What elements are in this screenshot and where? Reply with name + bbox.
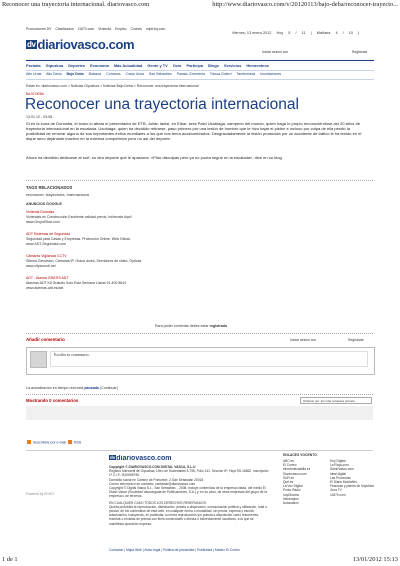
subnav-item[interactable]: Costa Urola: [125, 72, 144, 76]
footer-legal-line: Correo electrónico de contacto: contactar@diariovasco.com: [109, 481, 196, 486]
nav-item[interactable]: Deportes: [68, 63, 86, 68]
top-link[interactable]: Vivienda: [98, 27, 112, 31]
footer-legal-line: Registro Mercantil de Gipuzkoa, Libro de Sociedades 5.796, Folio 141, Sección 8ª, Hoja SS-16652, Inscripción 1ª C.I.F.: B20698798: [109, 469, 269, 478]
tags-list[interactable]: reconocer, trayectoria, internacional: [26, 192, 90, 197]
nav-item[interactable]: Gipuzkoa: [45, 63, 64, 68]
subnav-item[interactable]: Alto Urola: [26, 72, 42, 76]
footer-logo-name: diariovasco.com: [116, 455, 172, 462]
enlace-link[interactable]: Punto Radio: [283, 488, 301, 493]
subnav-item[interactable]: Inundaciones: [260, 72, 282, 76]
section-divider: [26, 180, 373, 181]
nav-item[interactable]: Servicios: [223, 63, 242, 68]
footer-links[interactable]: Contactar | Mapa Web | Aviso legal | Política de privacidad | Publicidad | Master El Correo: [109, 548, 240, 552]
ad-url[interactable]: www.cityscundi.net: [26, 263, 56, 268]
article-paragraph: Si en la zona de Donostia, el txoko lo atraía el presentador de ETB, Julián Iantzi, en Eibar, será Patxi Usobiaga, campeón del mundo, quien haga lo propio reconociéndose así 20 años de trayectoria internacional en la escalada. Usobiaga, quien ha decidido retirarse, paso primero por una lesión de hombro que le hizo bajar el pistón e incluso por culpa de ella perdió la posibilidad de renovar alguno de sus importantes éxitos mundiales a los que nos tenía acostumbrados. Desgraciadamente la lesión producida por un accidente de tráfico le ha tenido en el dique seco dejándole inactivo en la máxima competición pero no así del deporte.: [26, 121, 362, 141]
nav-item[interactable]: Hemeroteca: [246, 63, 269, 68]
enlace-link[interactable]: Qué.es: [283, 480, 294, 485]
top-link[interactable]: Coches: [130, 27, 142, 31]
enlace-link[interactable]: El Correo: [283, 463, 297, 468]
print-page-url: http://www.diariovasco.com/v/20120113/bajo-deba/reconocer-trayecto...: [212, 1, 398, 8]
avatar: [30, 351, 47, 368]
top-link[interactable]: 11870.com: [77, 27, 95, 31]
comments-divider: [26, 333, 373, 334]
comment-note-text: Para poder comentar debes estar: [155, 324, 209, 328]
ad-headline[interactable]: Cámaras Vigilancia CCTV: [26, 254, 67, 258]
footer-legal-line: Copyright © Digital Vasca S.L., San Sebastián. , 2008. Incluye contenidos de la empresa citada, del medio El Diario Vasco (Sociedad Vascongada de Publicaciones, S.A.) y, en su caso, de otras empresas del grupo de la empresa o de terceros.: [109, 486, 267, 499]
footer-logo-mark: dv: [110, 455, 116, 460]
footer-rights-text: Queda prohibida la reproducción, distribución, puesta a disposición, comunicación pública y utilización, total o parcial, de los contenidos de esta web, en cualquier forma o modalidad, sin previa, expresa y escrita autorización, incluyendo, en particular, su mera reproducción y/o puesta a disposición como resúmenes, reseñas o revistas de prensa con fines comerciales o directa o indirectamente lucrativos, a la que se manifiesta oposición expresa.: [109, 504, 267, 526]
ad-item[interactable]: [26, 276, 246, 290]
enlace-link[interactable]: El Diario Montañés: [330, 480, 357, 485]
date-text: Viernes, 13 enero 2012: [232, 31, 272, 35]
enlace-link[interactable]: Guía TV: [330, 488, 342, 493]
enlaces-column-1: [283, 459, 310, 505]
logo-name: diariovasco.com: [37, 37, 135, 52]
footer-logo: [109, 455, 172, 462]
article-title: Reconocer una trayectoria internacional: [25, 96, 299, 113]
login-link[interactable]: Iniciar sesión con: [262, 50, 289, 54]
site-logo[interactable]: [26, 37, 134, 52]
enlace-link[interactable]: SUR.es: [283, 475, 294, 480]
subscribe-email-link[interactable]: Suscribete por e-mail: [32, 440, 67, 445]
ad-item[interactable]: [26, 232, 246, 246]
enlace-link[interactable]: La Rioja.com: [330, 463, 349, 468]
subscribe-bar: [26, 440, 81, 445]
footer-rights-title: EN CUALQUIER CASO TODOS LOS DERECHOS RESERVADOS:: [109, 500, 207, 505]
enlace-link[interactable]: DiarioVasco.com: [330, 467, 354, 472]
print-header: [0, 0, 400, 12]
top-services-nav: [26, 27, 168, 31]
enlaces-heading: ENLACES VOCENTO: [283, 453, 317, 457]
article-paragraph: Ahora ha decidido dedicarse al surf, su otro deporte que le apasiona. «Pido disculpas pero ya no podía seguir en la escalada», dice en su blog.: [26, 155, 283, 160]
ad-headline[interactable]: ADT Sistemas de Seguridad: [26, 232, 71, 236]
ad-url[interactable]: www.alarmas-adt.es/adt: [26, 285, 64, 290]
footer-copyright: Copyright © DIARIOVASCO.COM DIGITAL VASCA, S.L.U: [109, 465, 196, 469]
weather-value: 11: [301, 31, 306, 35]
weather-sep: |: [310, 31, 312, 35]
subnav-item[interactable]: Bidasoa: [88, 72, 102, 76]
ad-headline[interactable]: ADT - Alarma GRATIS ADT: [26, 276, 69, 280]
weather-sep: /: [295, 31, 297, 35]
register-link[interactable]: Registrate: [352, 50, 368, 54]
weather-sep: /: [342, 31, 344, 35]
date-weather: [232, 31, 363, 35]
subnav-item[interactable]: Alto Deba: [46, 72, 62, 76]
subnav-item-active[interactable]: Bajo Deba: [66, 72, 84, 76]
weather-value: 4: [335, 31, 338, 35]
ads-heading: ANUNCIOS GOOGLE: [26, 202, 62, 206]
nav-item[interactable]: Participa: [186, 63, 203, 68]
subnav-item[interactable]: Tamborrada: [236, 72, 256, 76]
print-timestamp: 13/01/2012 15:13: [352, 556, 398, 563]
enlace-link[interactable]: Hoy Digital: [330, 459, 346, 463]
weather-today-label: Hoy: [276, 31, 284, 35]
realtime-text: La actualización en tiempo real está: [26, 386, 84, 390]
enlace-link[interactable]: elnortedecastilla.es: [283, 467, 311, 472]
print-page-number: 1 de 1: [2, 556, 18, 563]
header-divider: [26, 60, 374, 61]
realtime-state: pausada: [84, 386, 99, 390]
subnav-item[interactable]: Comarca: [106, 72, 121, 76]
subnav-item[interactable]: Pasaia -Errenteria: [176, 72, 205, 76]
comment-register-button[interactable]: Regístrate: [348, 338, 364, 342]
subnav-item[interactable]: Tolosa-Goierri: [209, 72, 232, 76]
footer-legal-line: Domicilio social en Camino de Portuetxe, 2-San Sebastián 20018: [109, 477, 204, 482]
powered-by: Powered by ECHO: [26, 492, 54, 496]
comments-list-area: [26, 406, 373, 420]
comments-count: Mostrando 0 comentarios: [26, 398, 79, 403]
logo-mark: dv: [27, 40, 36, 49]
weather-value: 5: [288, 31, 291, 35]
realtime-continue-link[interactable]: (Continuar): [99, 386, 118, 390]
nav-item[interactable]: Gente y TV: [147, 63, 168, 68]
add-comment-heading: Añadir comentario: [26, 337, 65, 342]
nav-item[interactable]: Blogs: [208, 63, 219, 68]
nav-item[interactable]: Más Actualidad: [113, 63, 143, 68]
enlaces-column-2: [330, 459, 374, 497]
tags-heading: TAGS RELACIONADOS: [26, 185, 73, 190]
weather-tomorrow-label: Mañana: [316, 31, 331, 35]
rss-link[interactable]: RSS: [74, 440, 82, 445]
comments-divider: [26, 394, 373, 395]
nav-item[interactable]: Portada: [26, 63, 41, 68]
ad-description: Viviendas en Construcción Excelente calidad-precio. Infórmate Aquí!: [26, 214, 133, 219]
comment-login-link[interactable]: Iniciar sesión con: [290, 338, 317, 342]
ad-description: Seguridad para Casas y Empresas. Protección Online. Web Oficial.: [26, 236, 131, 241]
enlace-link[interactable]: 11870.com: [330, 492, 346, 497]
main-nav: [26, 63, 374, 70]
footer-divider: [26, 450, 373, 451]
ad-url[interactable]: www.ADT-Seguridad.com: [26, 241, 66, 246]
article-byline: 13.01.12 - 03:08 -: [26, 115, 55, 119]
enlace-link[interactable]: ideal digital: [330, 471, 346, 476]
ad-description: Alarmas ADT Kit Gratuito Solo Esta Semana Llama 91-400 8644: [26, 280, 127, 285]
article-section: BAJO DEBA: [26, 92, 44, 96]
enlace-link[interactable]: hoyDinamo: [283, 492, 300, 497]
comment-login-note: [155, 324, 227, 328]
enlace-link[interactable]: Infoempleo: [283, 496, 299, 501]
footer-legal: [109, 465, 269, 526]
comments-order-select[interactable]: Ordenar por: los más recientes primero: [300, 397, 372, 404]
ad-url[interactable]: www.GrupoEibar.com: [26, 219, 60, 224]
enlace-link[interactable]: Finanzas y planes de hoyMotor: [330, 484, 375, 489]
ad-item[interactable]: [26, 254, 246, 268]
enlace-link[interactable]: Diariovasco.com: [283, 471, 307, 476]
nav-divider: [26, 70, 374, 71]
sub-nav: [26, 72, 374, 79]
comment-input[interactable]: Escriba su comentario.: [50, 351, 368, 367]
enlace-link[interactable]: Las Provincias: [330, 475, 351, 480]
top-link[interactable]: Clasificados: [55, 27, 74, 31]
top-link[interactable]: miplHoy.com: [145, 27, 166, 31]
ad-description: Sitema Geovision, Cámaras IP, Grava dores, Servidores de video, Ópticas: [26, 258, 142, 263]
nav-item[interactable]: Ocio: [172, 63, 182, 68]
breadcrumb[interactable]: Estás en: diariovasco.com > Noticias Gipuzkoa > Noticias Bajo Deba > Reconocer una trayectoria internacional: [26, 84, 199, 88]
comment-register-link[interactable]: registrado: [209, 324, 228, 328]
subnav-item[interactable]: San Sebastián: [148, 72, 172, 76]
enlace-link[interactable]: La Voz Digital: [283, 484, 303, 489]
top-link[interactable]: Empleo: [115, 27, 127, 31]
rss-icon: [68, 440, 72, 444]
nav-item[interactable]: Economía: [90, 63, 109, 68]
top-link[interactable]: Promociones DV: [26, 27, 52, 31]
enlace-link[interactable]: Autocasion: [283, 501, 299, 506]
ad-item[interactable]: [26, 210, 246, 224]
realtime-status: [26, 386, 118, 390]
ad-headline[interactable]: Vivienda Donostia: [26, 210, 55, 214]
email-icon: [27, 440, 31, 444]
weather-sep: |: [358, 31, 360, 35]
print-page-title: Reconocer una trayectoria internacional. diariovasco.com: [2, 1, 150, 8]
weather-value: 10: [348, 31, 354, 35]
enlace-link[interactable]: ABC.es: [283, 459, 294, 463]
subnav-divider: [26, 79, 374, 80]
